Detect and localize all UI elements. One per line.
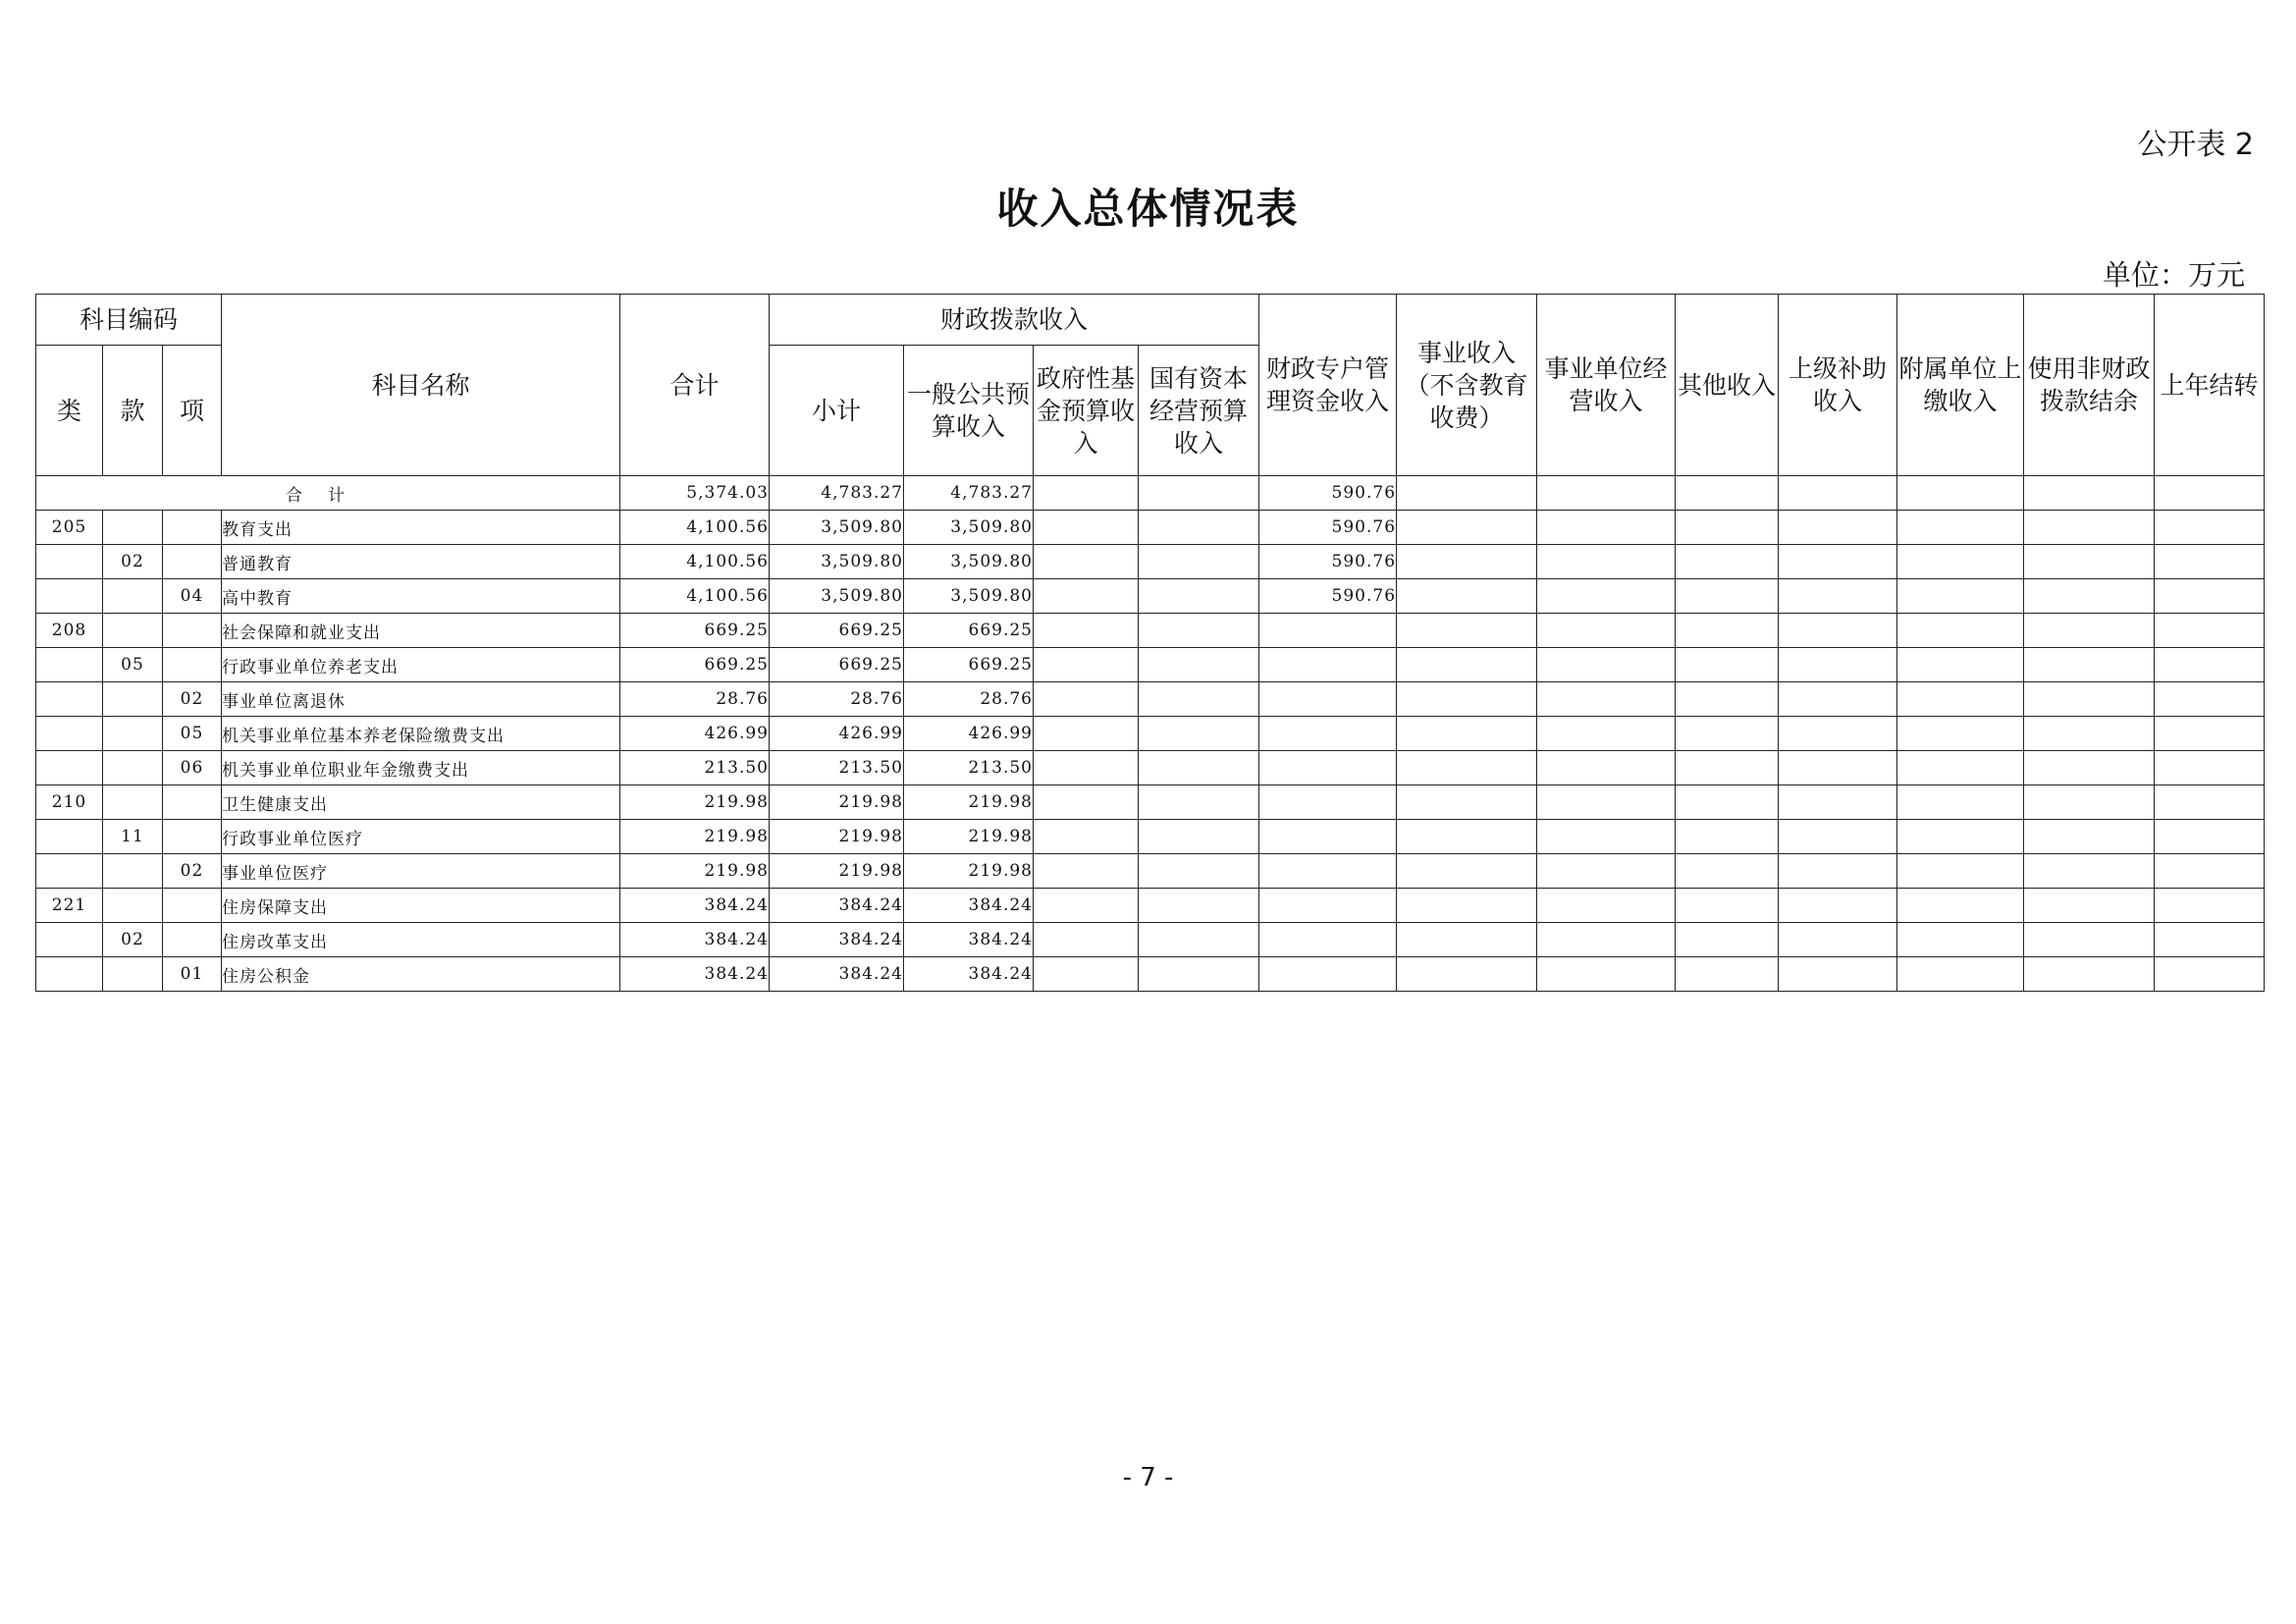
cell-code-lei: 208 (36, 614, 103, 648)
cell-total: 219.98 (620, 854, 770, 889)
cell-general-budget: 28.76 (904, 682, 1034, 717)
cell-carryover (2155, 648, 2265, 682)
cell-total: 28.76 (620, 682, 770, 717)
header-special-fund: 财政专户管理资金收入 (1259, 295, 1397, 476)
unit-label: 单位：万元 (2102, 258, 2245, 292)
cell-superior-subsidy (1779, 476, 1897, 511)
cell-code-lei (36, 579, 103, 614)
header-state-capital: 国有资本经营预算收入 (1139, 346, 1259, 476)
cell-superior-subsidy (1779, 579, 1897, 614)
header-business-income: 事业收入（不含教育收费） (1397, 295, 1537, 476)
table-row (36, 614, 2265, 648)
cell-other-income (1676, 648, 1779, 682)
total-row (36, 476, 2265, 511)
table-row (36, 957, 2265, 992)
cell-total: 4,100.56 (620, 579, 770, 614)
cell-subtotal: 669.25 (770, 614, 904, 648)
cell-carryover (2155, 511, 2265, 545)
cell-code-lei: 210 (36, 785, 103, 820)
cell-code-xiang (163, 889, 222, 923)
cell-name: 卫生健康支出 (222, 785, 620, 820)
header-operating-income: 事业单位经营收入 (1537, 295, 1676, 476)
cell-operating-income (1537, 717, 1676, 751)
cell-subtotal: 384.24 (770, 957, 904, 992)
cell-carryover (2155, 545, 2265, 579)
table-row (36, 579, 2265, 614)
header-total: 合计 (620, 295, 770, 476)
cell-superior-subsidy (1779, 854, 1897, 889)
cell-operating-income (1537, 820, 1676, 854)
cell-superior-subsidy (1779, 889, 1897, 923)
cell-state-capital (1139, 717, 1259, 751)
cell-affiliated-remit (1897, 545, 2024, 579)
cell-operating-income (1537, 476, 1676, 511)
cell-operating-income (1537, 854, 1676, 889)
cell-other-income (1676, 923, 1779, 957)
cell-business-income (1397, 889, 1537, 923)
cell-code-xiang: 06 (163, 751, 222, 785)
cell-business-income (1397, 820, 1537, 854)
cell-superior-subsidy (1779, 923, 1897, 957)
header-code-kuan: 款 (103, 346, 163, 476)
cell-gov-fund (1034, 614, 1139, 648)
cell-special-fund (1259, 614, 1397, 648)
cell-subtotal: 669.25 (770, 648, 904, 682)
cell-code-xiang: 02 (163, 682, 222, 717)
cell-non-fiscal-balance (2024, 545, 2155, 579)
cell-code-kuan (103, 751, 163, 785)
cell-code-kuan (103, 614, 163, 648)
cell-general-budget: 219.98 (904, 820, 1034, 854)
cell-name: 机关事业单位基本养老保险缴费支出 (222, 717, 620, 751)
cell-code-xiang (163, 614, 222, 648)
cell-non-fiscal-balance (2024, 751, 2155, 785)
cell-gov-fund (1034, 717, 1139, 751)
cell-state-capital (1139, 545, 1259, 579)
cell-gov-fund (1034, 889, 1139, 923)
cell-code-kuan (103, 579, 163, 614)
table-row (36, 751, 2265, 785)
cell-carryover (2155, 820, 2265, 854)
cell-non-fiscal-balance (2024, 511, 2155, 545)
cell-carryover (2155, 785, 2265, 820)
cell-gov-fund (1034, 923, 1139, 957)
cell-general-budget: 219.98 (904, 854, 1034, 889)
cell-state-capital (1139, 648, 1259, 682)
table-row (36, 854, 2265, 889)
cell-non-fiscal-balance (2024, 682, 2155, 717)
cell-total: 669.25 (620, 648, 770, 682)
cell-code-lei (36, 854, 103, 889)
cell-non-fiscal-balance (2024, 957, 2155, 992)
cell-other-income (1676, 785, 1779, 820)
header-superior-subsidy: 上级补助收入 (1779, 295, 1897, 476)
cell-total: 384.24 (620, 923, 770, 957)
cell-affiliated-remit (1897, 579, 2024, 614)
cell-non-fiscal-balance (2024, 476, 2155, 511)
table-row (36, 923, 2265, 957)
cell-code-lei (36, 545, 103, 579)
table-row (36, 717, 2265, 751)
cell-name: 住房改革支出 (222, 923, 620, 957)
cell-total: 5,374.03 (620, 476, 770, 511)
table-row (36, 545, 2265, 579)
cell-non-fiscal-balance (2024, 854, 2155, 889)
cell-code-xiang (163, 923, 222, 957)
cell-code-kuan (103, 889, 163, 923)
cell-special-fund (1259, 682, 1397, 717)
cell-carryover (2155, 751, 2265, 785)
cell-affiliated-remit (1897, 923, 2024, 957)
cell-business-income (1397, 785, 1537, 820)
cell-special-fund (1259, 923, 1397, 957)
header-fiscal-group: 财政拨款收入 (770, 295, 1259, 346)
cell-code-kuan: 05 (103, 648, 163, 682)
cell-carryover (2155, 854, 2265, 889)
cell-general-budget: 3,509.80 (904, 579, 1034, 614)
cell-business-income (1397, 923, 1537, 957)
cell-subtotal: 4,783.27 (770, 476, 904, 511)
cell-special-fund: 590.76 (1259, 579, 1397, 614)
cell-non-fiscal-balance (2024, 614, 2155, 648)
cell-code-lei (36, 751, 103, 785)
cell-other-income (1676, 889, 1779, 923)
cell-code-lei (36, 648, 103, 682)
cell-state-capital (1139, 785, 1259, 820)
cell-subtotal: 213.50 (770, 751, 904, 785)
cell-general-budget: 4,783.27 (904, 476, 1034, 511)
header-other-income: 其他收入 (1676, 295, 1779, 476)
table-row (36, 785, 2265, 820)
cell-affiliated-remit (1897, 957, 2024, 992)
cell-superior-subsidy (1779, 511, 1897, 545)
cell-non-fiscal-balance (2024, 889, 2155, 923)
cell-subtotal: 426.99 (770, 717, 904, 751)
cell-special-fund (1259, 854, 1397, 889)
cell-affiliated-remit (1897, 854, 2024, 889)
cell-special-fund (1259, 785, 1397, 820)
cell-name: 行政事业单位养老支出 (222, 648, 620, 682)
cell-other-income (1676, 717, 1779, 751)
cell-subtotal: 219.98 (770, 854, 904, 889)
cell-special-fund: 590.76 (1259, 476, 1397, 511)
cell-other-income (1676, 820, 1779, 854)
cell-operating-income (1537, 957, 1676, 992)
cell-code-kuan (103, 785, 163, 820)
cell-special-fund (1259, 751, 1397, 785)
cell-carryover (2155, 717, 2265, 751)
cell-superior-subsidy (1779, 682, 1897, 717)
cell-state-capital (1139, 751, 1259, 785)
cell-special-fund (1259, 957, 1397, 992)
cell-state-capital (1139, 476, 1259, 511)
table-row (36, 511, 2265, 545)
cell-code-xiang (163, 785, 222, 820)
cell-operating-income (1537, 923, 1676, 957)
cell-code-xiang: 01 (163, 957, 222, 992)
cell-operating-income (1537, 614, 1676, 648)
cell-other-income (1676, 545, 1779, 579)
header-general-budget: 一般公共预算收入 (904, 346, 1034, 476)
cell-operating-income (1537, 751, 1676, 785)
cell-operating-income (1537, 785, 1676, 820)
cell-general-budget: 219.98 (904, 785, 1034, 820)
header-affiliated-remit: 附属单位上缴收入 (1897, 295, 2024, 476)
cell-subtotal: 3,509.80 (770, 545, 904, 579)
cell-general-budget: 669.25 (904, 614, 1034, 648)
cell-general-budget: 384.24 (904, 957, 1034, 992)
cell-non-fiscal-balance (2024, 923, 2155, 957)
header-gov-fund: 政府性基金预算收入 (1034, 346, 1139, 476)
table-body (36, 476, 2265, 992)
cell-superior-subsidy (1779, 957, 1897, 992)
cell-gov-fund (1034, 751, 1139, 785)
cell-non-fiscal-balance (2024, 579, 2155, 614)
cell-general-budget: 384.24 (904, 923, 1034, 957)
cell-affiliated-remit (1897, 717, 2024, 751)
cell-superior-subsidy (1779, 545, 1897, 579)
cell-name: 社会保障和就业支出 (222, 614, 620, 648)
cell-code-lei (36, 957, 103, 992)
cell-business-income (1397, 545, 1537, 579)
cell-operating-income (1537, 648, 1676, 682)
cell-operating-income (1537, 545, 1676, 579)
cell-subtotal: 219.98 (770, 820, 904, 854)
cell-code-xiang (163, 648, 222, 682)
cell-non-fiscal-balance (2024, 717, 2155, 751)
cell-gov-fund (1034, 476, 1139, 511)
header-name: 科目名称 (222, 295, 620, 476)
cell-name: 住房公积金 (222, 957, 620, 992)
cell-total: 426.99 (620, 717, 770, 751)
cell-other-income (1676, 614, 1779, 648)
table-row (36, 682, 2265, 717)
header-code-xiang: 项 (163, 346, 222, 476)
cell-name: 行政事业单位医疗 (222, 820, 620, 854)
cell-general-budget: 3,509.80 (904, 545, 1034, 579)
cell-business-income (1397, 511, 1537, 545)
cell-subtotal: 384.24 (770, 923, 904, 957)
cell-operating-income (1537, 682, 1676, 717)
table-label: 公开表 2 (2137, 128, 2254, 162)
cell-subtotal: 219.98 (770, 785, 904, 820)
cell-code-xiang (163, 511, 222, 545)
cell-superior-subsidy (1779, 820, 1897, 854)
cell-superior-subsidy (1779, 648, 1897, 682)
table-row (36, 889, 2265, 923)
cell-business-income (1397, 751, 1537, 785)
cell-total: 213.50 (620, 751, 770, 785)
cell-state-capital (1139, 579, 1259, 614)
cell-code-lei: 205 (36, 511, 103, 545)
cell-special-fund (1259, 889, 1397, 923)
cell-subtotal: 28.76 (770, 682, 904, 717)
cell-general-budget: 384.24 (904, 889, 1034, 923)
cell-state-capital (1139, 923, 1259, 957)
cell-operating-income (1537, 511, 1676, 545)
cell-code-xiang (163, 820, 222, 854)
cell-carryover (2155, 682, 2265, 717)
cell-state-capital (1139, 854, 1259, 889)
cell-affiliated-remit (1897, 785, 2024, 820)
cell-total: 4,100.56 (620, 545, 770, 579)
cell-name: 高中教育 (222, 579, 620, 614)
cell-total: 219.98 (620, 820, 770, 854)
cell-carryover (2155, 957, 2265, 992)
cell-code-lei (36, 717, 103, 751)
cell-state-capital (1139, 682, 1259, 717)
header-code-lei: 类 (36, 346, 103, 476)
cell-business-income (1397, 614, 1537, 648)
cell-total: 669.25 (620, 614, 770, 648)
cell-name: 事业单位离退休 (222, 682, 620, 717)
cell-general-budget: 669.25 (904, 648, 1034, 682)
cell-gov-fund (1034, 648, 1139, 682)
cell-operating-income (1537, 579, 1676, 614)
cell-code-kuan (103, 717, 163, 751)
cell-superior-subsidy (1779, 717, 1897, 751)
cell-code-xiang (163, 545, 222, 579)
cell-superior-subsidy (1779, 614, 1897, 648)
cell-gov-fund (1034, 785, 1139, 820)
cell-gov-fund (1034, 579, 1139, 614)
cell-business-income (1397, 648, 1537, 682)
cell-code-kuan: 02 (103, 923, 163, 957)
cell-name: 教育支出 (222, 511, 620, 545)
cell-affiliated-remit (1897, 889, 2024, 923)
cell-state-capital (1139, 957, 1259, 992)
cell-business-income (1397, 854, 1537, 889)
cell-affiliated-remit (1897, 476, 2024, 511)
cell-general-budget: 213.50 (904, 751, 1034, 785)
cell-name: 住房保障支出 (222, 889, 620, 923)
cell-other-income (1676, 511, 1779, 545)
cell-gov-fund (1034, 511, 1139, 545)
cell-other-income (1676, 854, 1779, 889)
cell-non-fiscal-balance (2024, 648, 2155, 682)
cell-code-lei: 221 (36, 889, 103, 923)
cell-code-kuan (103, 854, 163, 889)
cell-business-income (1397, 476, 1537, 511)
cell-non-fiscal-balance (2024, 785, 2155, 820)
header-non-fiscal-balance: 使用非财政拨款结余 (2024, 295, 2155, 476)
cell-state-capital (1139, 889, 1259, 923)
cell-total: 384.24 (620, 889, 770, 923)
cell-superior-subsidy (1779, 785, 1897, 820)
cell-code-xiang: 05 (163, 717, 222, 751)
cell-code-kuan: 11 (103, 820, 163, 854)
cell-code-kuan (103, 511, 163, 545)
cell-special-fund (1259, 648, 1397, 682)
cell-special-fund: 590.76 (1259, 545, 1397, 579)
cell-carryover (2155, 889, 2265, 923)
cell-affiliated-remit (1897, 648, 2024, 682)
cell-state-capital (1139, 511, 1259, 545)
cell-other-income (1676, 579, 1779, 614)
cell-code-kuan (103, 957, 163, 992)
cell-carryover (2155, 579, 2265, 614)
cell-state-capital (1139, 820, 1259, 854)
cell-carryover (2155, 614, 2265, 648)
cell-special-fund: 590.76 (1259, 511, 1397, 545)
cell-general-budget: 3,509.80 (904, 511, 1034, 545)
cell-name: 机关事业单位职业年金缴费支出 (222, 751, 620, 785)
cell-name: 合计 (36, 476, 620, 511)
cell-code-lei (36, 820, 103, 854)
cell-other-income (1676, 957, 1779, 992)
cell-affiliated-remit (1897, 682, 2024, 717)
cell-affiliated-remit (1897, 511, 2024, 545)
cell-code-lei (36, 923, 103, 957)
cell-code-lei (36, 682, 103, 717)
page-title: 收入总体情况表 (996, 185, 1300, 233)
cell-total: 4,100.56 (620, 511, 770, 545)
cell-total: 219.98 (620, 785, 770, 820)
header-carryover: 上年结转 (2155, 295, 2265, 476)
cell-other-income (1676, 476, 1779, 511)
cell-affiliated-remit (1897, 614, 2024, 648)
cell-special-fund (1259, 820, 1397, 854)
cell-non-fiscal-balance (2024, 820, 2155, 854)
cell-code-xiang: 04 (163, 579, 222, 614)
cell-business-income (1397, 682, 1537, 717)
cell-gov-fund (1034, 820, 1139, 854)
cell-other-income (1676, 751, 1779, 785)
cell-subtotal: 3,509.80 (770, 511, 904, 545)
cell-business-income (1397, 717, 1537, 751)
cell-carryover (2155, 476, 2265, 511)
cell-name: 普通教育 (222, 545, 620, 579)
cell-total: 384.24 (620, 957, 770, 992)
cell-subtotal: 384.24 (770, 889, 904, 923)
cell-affiliated-remit (1897, 751, 2024, 785)
cell-operating-income (1537, 889, 1676, 923)
cell-code-kuan: 02 (103, 545, 163, 579)
cell-name: 事业单位医疗 (222, 854, 620, 889)
header-subtotal: 小计 (770, 346, 904, 476)
cell-affiliated-remit (1897, 820, 2024, 854)
page-number: - 7 - (1122, 1463, 1174, 1492)
income-summary-table (35, 294, 2265, 992)
cell-code-xiang: 02 (163, 854, 222, 889)
cell-subtotal: 3,509.80 (770, 579, 904, 614)
cell-general-budget: 426.99 (904, 717, 1034, 751)
cell-state-capital (1139, 614, 1259, 648)
cell-business-income (1397, 579, 1537, 614)
table-row (36, 648, 2265, 682)
cell-special-fund (1259, 717, 1397, 751)
header-code-group: 科目编码 (36, 295, 222, 346)
table-row (36, 820, 2265, 854)
cell-superior-subsidy (1779, 751, 1897, 785)
cell-gov-fund (1034, 682, 1139, 717)
cell-business-income (1397, 957, 1537, 992)
cell-code-kuan (103, 682, 163, 717)
cell-gov-fund (1034, 854, 1139, 889)
cell-carryover (2155, 923, 2265, 957)
cell-gov-fund (1034, 957, 1139, 992)
cell-gov-fund (1034, 545, 1139, 579)
cell-other-income (1676, 682, 1779, 717)
